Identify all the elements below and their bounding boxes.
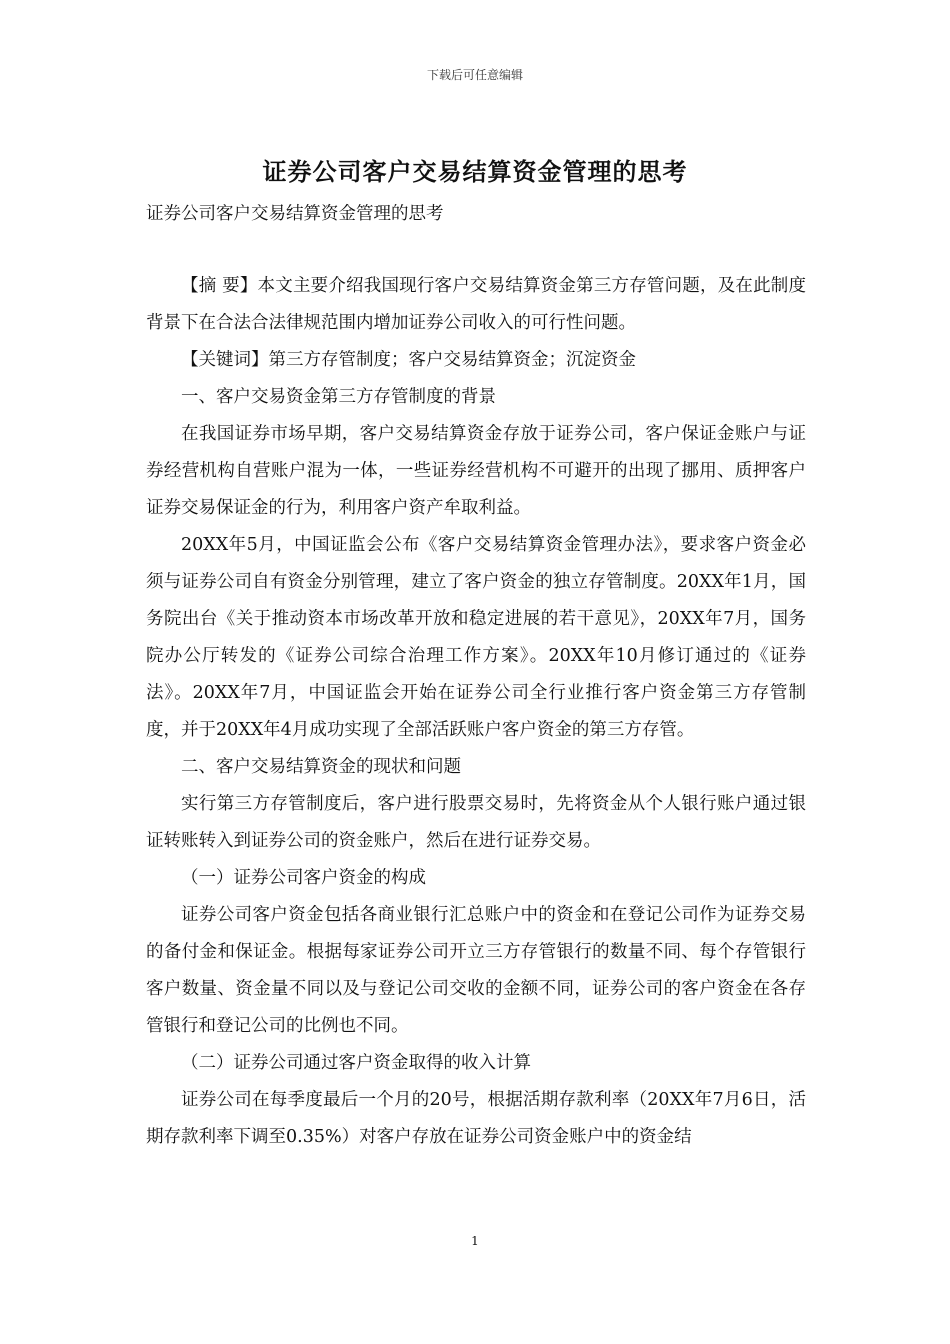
subsection-heading-1: （一）证券公司客户资金的构成 [181,868,426,888]
keywords-paragraph: 【关键词】第三方存管制度；客户交易结算资金；沉淀资金 [181,350,636,370]
section-heading-2: 二、客户交易结算资金的现状和问题 [181,757,461,777]
body-paragraph: 证券公司在每季度最后一个月的20号，根据活期存款利率（20XX年7月6日，活期存款利率下调至0.35%）对客户存放在证券公司资金账户中的资金结 [146,1090,806,1147]
document-body [146,268,806,1156]
body-paragraph: 在我国证券市场早期，客户交易结算资金存放于证券公司，客户保证金账户与证券经营机构自营账户混为一体，一些证券经营机构不可避开的出现了挪用、质押客户证券交易保证金的行为，利用客户资产牟取利益。 [146,424,806,518]
page-number: 1 [471,1234,479,1248]
subsection-heading-2: （二）证券公司通过客户资金取得的收入计算 [181,1053,531,1073]
body-paragraph: 实行第三方存管制度后，客户进行股票交易时，先将资金从个人银行账户通过银证转账转入到证券公司的资金账户，然后在进行证券交易。 [146,794,806,851]
body-paragraph: 20XX年5月，中国证监会公布《客户交易结算资金管理办法》，要求客户资金必须与证券公司自有资金分别管理，建立了客户资金的独立存管制度。20XX年1月，国务院出台《关于推动资本市场改革开放和稳定进展的若干意见》，20XX年7月，国务院办公厅转发的《证券公司综合治理工作方案》。20XX年10月修订通过的《证券法》。20XX年7月，中国证监会开始在证券公司全行业推行客户资金第三方存管制度，并于20XX年4月成功实现了全部活跃账户客户资金的第三方存管。 [146,535,806,740]
document-subtitle: 证券公司客户交易结算资金管理的思考 [146,204,444,224]
section-heading-1: 一、客户交易资金第三方存管制度的背景 [181,387,496,407]
abstract-paragraph: 【摘 要】本文主要介绍我国现行客户交易结算资金第三方存管问题，及在此制度背景下在合法合法律规范围内增加证券公司收入的可行性问题。 [146,276,806,333]
page-title: 证券公司客户交易结算资金管理的思考 [262,157,688,186]
header-note: 下载后可任意编辑 [426,68,523,82]
body-paragraph: 证券公司客户资金包括各商业银行汇总账户中的资金和在登记公司作为证券交易的备付金和保证金。根据每家证券公司开立三方存管银行的数量不同、每个存管银行客户数量、资金量不同以及与登记公司交收的金额不同，证券公司的客户资金在各存管银行和登记公司的比例也不同。 [146,905,806,1036]
